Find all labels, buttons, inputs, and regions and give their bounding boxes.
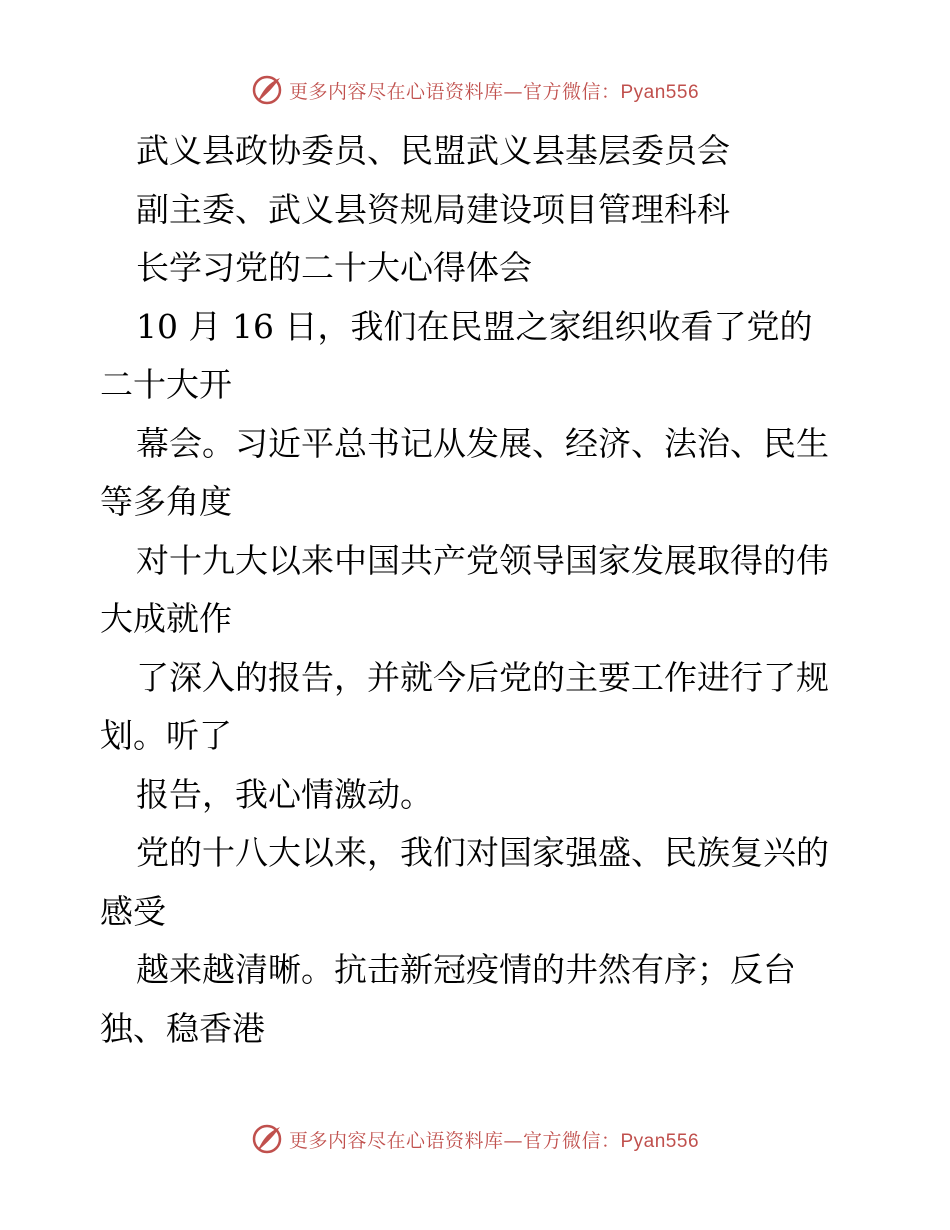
text-line: 副主委、武义县资规局建设项目管理科科 — [136, 189, 730, 229]
banner-site-text: 更多内容尽在心语资料库 — [288, 1129, 504, 1152]
text-line: 等多角度 — [100, 482, 232, 521]
text-line: 了深入的报告，并就今后党的主要工作进行了规 — [136, 657, 829, 697]
banner-wechat-label: 官方微信： — [522, 1129, 621, 1152]
text-line: 二十大开 — [100, 365, 232, 404]
text-line: 长学习党的二十大心得体会 — [136, 248, 532, 287]
banner-wechat-id: Pyan556 — [620, 81, 700, 103]
banner-wechat-id: Pyan556 — [620, 1130, 700, 1152]
header-watermark-banner — [0, 72, 950, 108]
quill-logo-icon — [251, 73, 285, 107]
text-line: 大成就作 — [100, 599, 232, 638]
quill-logo-icon — [251, 1122, 285, 1156]
text-line: 报告，我心情激动。 — [136, 774, 433, 814]
text-line: 党的十八大以来，我们对国家强盛、民族复兴的 — [136, 833, 829, 872]
text-line: 独、稳香港 — [100, 1008, 265, 1048]
document-body — [100, 122, 860, 1058]
footer-watermark-banner — [0, 1121, 950, 1157]
banner-dash: — — [503, 1129, 523, 1152]
text-line: 10 月 16 日，我们在民盟之家组织收看了党的 — [136, 306, 813, 346]
text-line: 武义县政协委员、民盟武义县基层委员会 — [136, 131, 730, 170]
text-line: 划。听了 — [100, 716, 232, 755]
banner-site-text: 更多内容尽在心语资料库 — [288, 80, 504, 103]
text-line: 幕会。习近平总书记从发展、经济、法治、民生 — [136, 423, 829, 463]
text-line: 对十九大以来中国共产党领导国家发展取得的伟 — [136, 540, 829, 580]
text-line: 越来越清晰。抗击新冠疫情的井然有序；反台 — [136, 950, 796, 989]
text-line: 感受 — [100, 891, 166, 931]
banner-wechat-label: 官方微信： — [522, 80, 621, 103]
banner-dash: — — [503, 80, 523, 103]
